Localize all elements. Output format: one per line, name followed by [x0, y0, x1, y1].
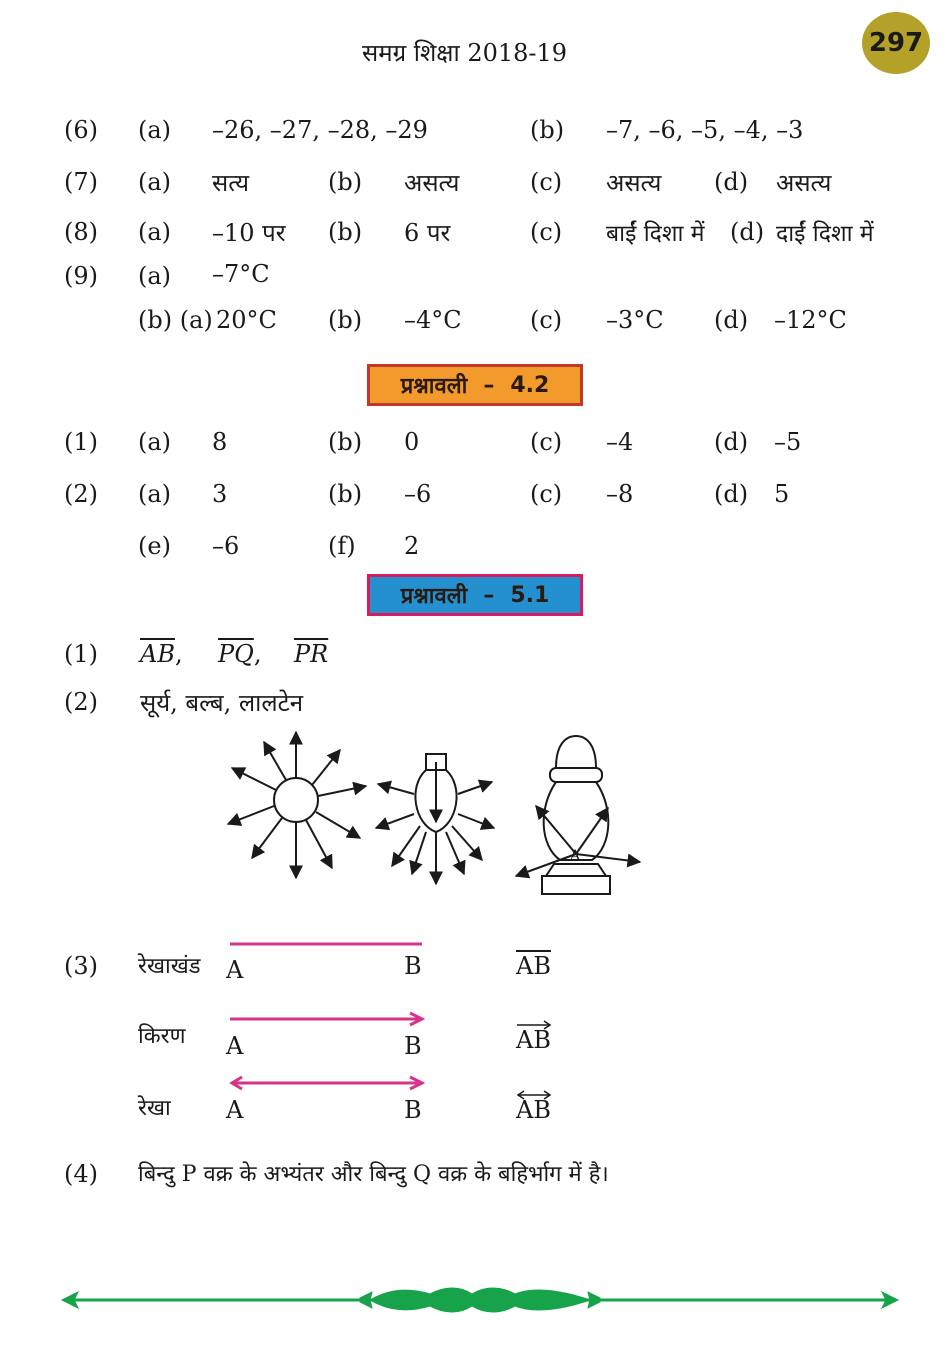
page-number-badge: 297 [862, 12, 930, 74]
section-heading-5-1 [367, 574, 583, 616]
section-title: प्रश्नावली [400, 374, 468, 399]
section-title: प्रश्नावली [400, 584, 468, 609]
option-label: (a) [138, 168, 172, 196]
option-label: (c) [530, 306, 563, 334]
option-label: (c) [530, 218, 563, 246]
answer-value: 6 पर [404, 219, 451, 247]
option-label: (d) [730, 218, 765, 246]
segment-pr: $\overline{PR}$ [294, 640, 329, 668]
notation-text: $\overline{AB}$ [516, 952, 551, 980]
light-sources-illustration [220, 728, 660, 900]
point-a: A [226, 956, 244, 984]
segment-ab: $\overline{AB}$ [140, 640, 175, 668]
answer-value: 3 [212, 480, 228, 508]
point-b: B [404, 1096, 422, 1124]
row-label: रेखाखंड [138, 954, 201, 979]
answer-value: दाईं दिशा में [776, 221, 874, 247]
option-label: (d) [714, 480, 749, 508]
option-label: (e) [138, 532, 171, 560]
option-label: (b) [328, 428, 363, 456]
answer-text: बिन्दु P वक्र के अभ्यंतर और बिन्दु Q वक्र के बहिर्भाग में है। [138, 1162, 609, 1187]
option-label: (b) [328, 306, 363, 334]
answer-value: 20°C [216, 306, 277, 334]
answer-value: –4°C [404, 306, 462, 334]
option-label: (a) [138, 262, 172, 290]
option-label: (b) [328, 218, 363, 246]
segment-notation [140, 640, 183, 668]
option-label: (a) [138, 218, 172, 246]
separator: , [174, 640, 183, 668]
answer-value: असत्य [606, 169, 662, 197]
option-label: (b) (a) [138, 306, 213, 334]
notation-segment [516, 952, 551, 980]
answer-value: –7°C [212, 260, 270, 288]
option-label: (a) [138, 480, 172, 508]
question-number: (8) [64, 218, 98, 246]
section-dash: – [483, 372, 495, 398]
segment-notation [218, 640, 261, 668]
answer-value: 2 [404, 532, 420, 560]
answer-text: सूर्य, बल्ब, लालटेन [140, 689, 304, 717]
question-number: (7) [64, 168, 98, 196]
option-label: (d) [714, 168, 749, 196]
option-label: (b) [328, 480, 363, 508]
question-number: (4) [64, 1160, 98, 1188]
line-figure [228, 1074, 428, 1092]
option-label: (c) [530, 168, 563, 196]
option-label: (f) [328, 532, 356, 560]
option-label: (d) [714, 306, 749, 334]
page-header-title: समग्र शिक्षा 2018-19 [362, 39, 568, 67]
answer-value: 0 [404, 428, 420, 456]
sun-icon [228, 732, 366, 878]
option-label: (a) [138, 116, 172, 144]
option-label: (b) [328, 168, 363, 196]
answer-value: –3°C [606, 306, 664, 334]
ray-figure [228, 1010, 428, 1028]
answer-value: 5 [774, 480, 790, 508]
option-label: (d) [714, 428, 749, 456]
option-label: (a) [138, 428, 172, 456]
option-label: (c) [530, 480, 563, 508]
segment-pq: $\overline{PQ}$ [218, 640, 254, 668]
answer-value: –6 [212, 532, 240, 560]
question-number: (2) [64, 688, 98, 716]
lantern-label: A [570, 848, 581, 864]
answer-value: –5 [774, 428, 802, 456]
row-label: रेखा [138, 1096, 171, 1121]
question-number: (1) [64, 640, 98, 668]
answer-value: –8 [606, 480, 634, 508]
answer-value: –4 [606, 428, 634, 456]
separator: , [253, 640, 262, 668]
section-number: 4.2 [510, 372, 550, 398]
point-a: A [226, 1032, 244, 1060]
answer-value: 8 [212, 428, 228, 456]
answer-value: असत्य [776, 169, 832, 197]
section-number: 5.1 [510, 582, 550, 608]
footer-ornament [60, 1282, 900, 1318]
lantern-icon [516, 736, 640, 894]
notation-ray: AB [516, 1026, 551, 1054]
answer-value: –10 पर [212, 219, 286, 247]
point-a: A [226, 1096, 244, 1124]
question-number: (9) [64, 262, 98, 290]
answer-value: –12°C [774, 306, 847, 334]
point-b: B [404, 1032, 422, 1060]
question-number: (3) [64, 952, 98, 980]
line-segment-figure [228, 938, 428, 950]
section-dash: – [483, 582, 495, 608]
answer-value: –26, –27, –28, –29 [212, 116, 428, 144]
answer-value: बाईं दिशा में [606, 221, 705, 247]
question-number: (2) [64, 480, 98, 508]
section-heading-4-2 [367, 364, 583, 406]
question-number: (6) [64, 116, 98, 144]
point-b: B [404, 952, 422, 980]
answer-value: असत्य [404, 169, 460, 197]
bulb-icon [376, 754, 494, 884]
question-number: (1) [64, 428, 98, 456]
notation-line: AB [516, 1096, 551, 1124]
option-label: (c) [530, 428, 563, 456]
answer-value: सत्य [212, 169, 250, 197]
segment-notation [294, 640, 328, 668]
answer-value: –6 [404, 480, 432, 508]
option-label: (b) [530, 116, 565, 144]
answer-value: –7, –6, –5, –4, –3 [606, 116, 804, 144]
row-label: किरण [138, 1024, 186, 1049]
